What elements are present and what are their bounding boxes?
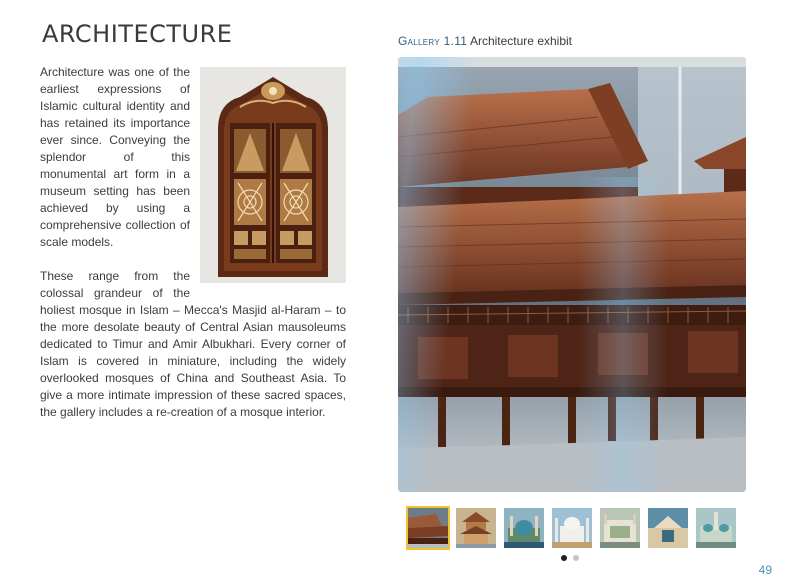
page-dot-1[interactable] — [561, 555, 567, 561]
article-paragraph-1: Architecture was one of the earliest expressions of Islamic cultural identity and has retained its importance ever since. Conveying the splendor of this monumental art form in a museum setting has been achieved by using a comprehensive collection of scale models. — [40, 65, 190, 249]
carved-door-image — [200, 67, 346, 283]
thumbnail-7[interactable] — [694, 506, 738, 550]
gallery-caption — [398, 34, 572, 48]
pavilion-model-photo — [398, 57, 746, 492]
thumbnail-5[interactable] — [598, 506, 642, 550]
gallery-page-dots — [561, 555, 591, 563]
thumbnail-1-image — [408, 508, 448, 548]
thumbnail-4-image — [552, 508, 592, 548]
page-dot-2[interactable] — [573, 555, 579, 561]
thumbnail-7-image — [696, 508, 736, 548]
gallery-main-image[interactable] — [398, 57, 746, 492]
thumbnail-2[interactable] — [454, 506, 498, 550]
thumbnail-5-image — [600, 508, 640, 548]
page-title: ARCHITECTURE — [42, 20, 233, 48]
article-body — [40, 64, 346, 421]
thumbnail-3[interactable] — [502, 506, 546, 550]
thumbnail-1[interactable] — [406, 506, 450, 550]
thumbnail-4[interactable] — [550, 506, 594, 550]
page-number: 49 — [758, 563, 772, 577]
gallery-caption-label: Gallery 1.11 — [398, 34, 468, 48]
article-paragraph-2: These range from the colossal grandeur of the holiest mosque in Islam – Mecca's Masjid al-Haram – to the more desolate beauty of Central Asian mausoleums dedicated to Timur and Amir Albukhari. Every corner of Islam is covered in miniature, including the widely overlooked mosques of China and Southeast Asia. To give a more intimate impression of these sacred spaces, the gallery includes a re-creation of a mosque interior. — [40, 269, 346, 419]
thumbnail-6-image — [648, 508, 688, 548]
thumbnail-2-image — [456, 508, 496, 548]
gallery-caption-text: Architecture exhibit — [469, 34, 572, 48]
thumbnail-3-image — [504, 508, 544, 548]
carved-door-artwork — [200, 67, 346, 283]
thumbnail-strip — [406, 506, 738, 552]
thumbnail-6[interactable] — [646, 506, 690, 550]
